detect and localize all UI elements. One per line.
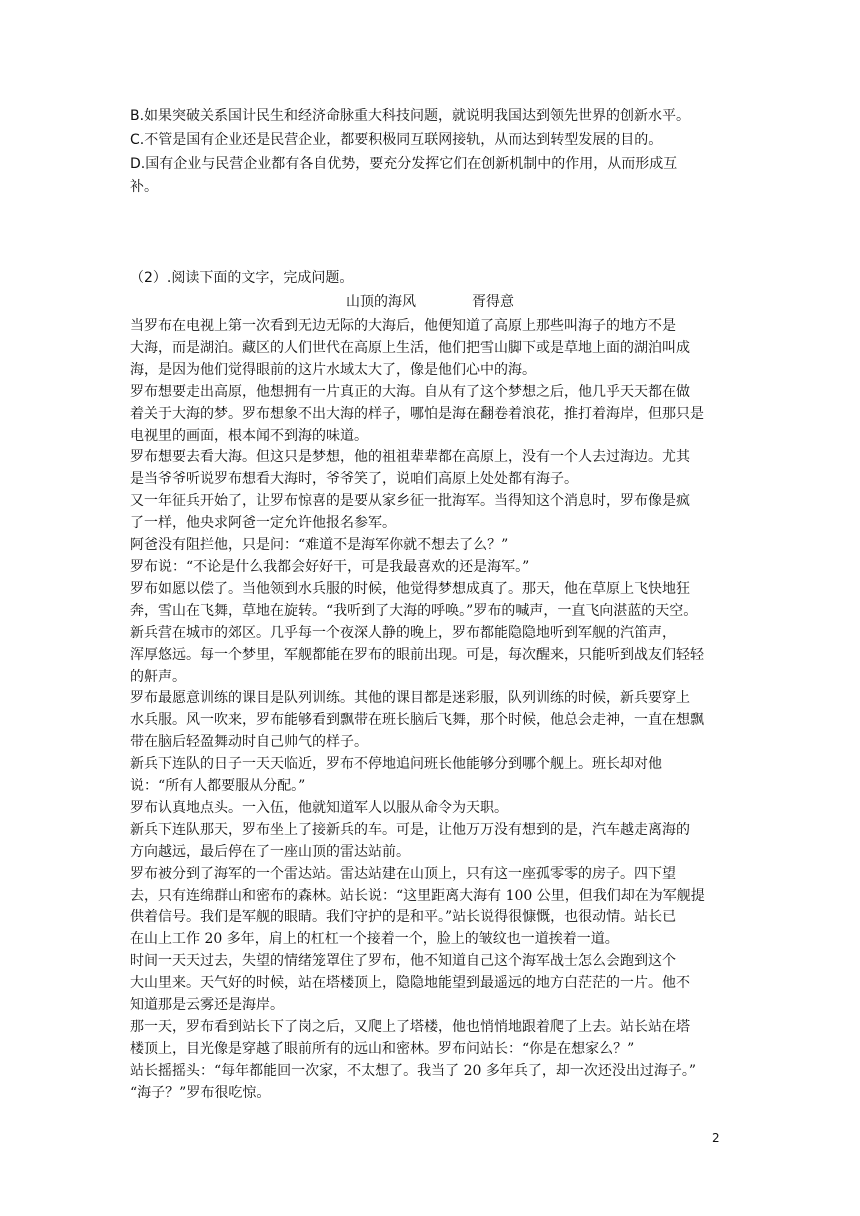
passage-line: 浑厚悠远。每一个梦里，军舰都能在罗布的眼前出现。可是，每次醒来，只能听到战友们轻轻 <box>130 646 704 663</box>
passage-line: 了一样，他央求阿爸一定允许他报名参军。 <box>130 515 396 532</box>
passage-line: 楼顶上，目光像是穿越了眼前所有的远山和密林。罗布问站长：“你是在想家么？” <box>130 1040 635 1057</box>
passage-line: 的鼾声。 <box>130 668 186 685</box>
passage-line: 新兵下连队那天，罗布坐上了接新兵的车。可是，让他万万没有想到的是，汽车越走离海的 <box>130 821 690 838</box>
passage-line: 罗布认真地点头。一入伍，他就知道军人以服从命令为天职。 <box>130 799 508 816</box>
option-d-line1: D.国有企业与民营企业都有各自优势，要充分发挥它们在创新机制中的作用，从而形成互 <box>130 156 678 172</box>
passage-line: 带在脑后轻盈舞动时自己帅气的样子。 <box>130 734 368 751</box>
passage-line: 大山里来。天气好的时候，站在塔楼顶上，隐隐地能望到最遥远的地方白茫茫的一片。他不 <box>130 975 690 992</box>
passage-line: 方向越远，最后停在了一座山顶的雷达站前。 <box>130 843 410 860</box>
option-c: C.不管是国有企业还是民营企业，都要积极同互联网接轨，从而达到转型发展的目的。 <box>130 132 663 148</box>
story-passage <box>130 316 740 1105</box>
passage-line: 新兵营在城市的郊区。几乎每一个夜深人静的晚上，罗布都能隐隐地听到军舰的汽笛声， <box>130 624 676 641</box>
question-heading: （2）.阅读下面的文字，完成问题。 <box>130 270 354 286</box>
page-number: 2 <box>712 1131 720 1145</box>
option-d-line2: 补。 <box>130 179 158 195</box>
passage-line: 是当爷爷听说罗布想看大海时，爷爷笑了，说咱们高原上处处都有海子。 <box>130 471 578 488</box>
passage-line: 大海，而是湖泊。藏区的人们世代在高原上生活，他们把雪山脚下或是草地上面的湖泊叫成 <box>130 339 690 356</box>
passage-line: 电视里的画面，根本闻不到海的味道。 <box>130 427 368 444</box>
passage-line: 去，只有连绵群山和密布的森林。站长说：“这里距离大海有 100 公里，但我们却在为军舰提 <box>130 887 705 904</box>
passage-line: 海，是因为他们觉得眼前的这片水域太大了，像是他们心中的海。 <box>130 361 536 378</box>
passage-line: 在山上工作 20 多年，肩上的杠杠一个接着一个，脸上的皱纹也一道挨着一道。 <box>130 931 619 948</box>
story-title-line <box>0 291 860 313</box>
passage-line: 当罗布在电视上第一次看到无边无际的大海后，他便知道了高原上那些叫海子的地方不是 <box>130 318 676 334</box>
passage-line: 罗布想要走出高原，他想拥有一片真正的大海。自从有了这个梦想之后，他几乎天天都在做 <box>130 383 690 400</box>
passage-line: 罗布如愿以偿了。当他领到水兵服的时候，他觉得梦想成真了。那天，他在草原上飞快地狂 <box>130 580 690 597</box>
passage-line: 着关于大海的梦。罗布想象不出大海的样子，哪怕是海在翻卷着浪花，推打着海岸，但那只是 <box>130 405 704 422</box>
passage-line: 水兵服。风一吹来，罗布能够看到飘带在班长脑后飞舞，那个时候，他总会走神，一直在想飘 <box>130 712 704 729</box>
passage-line: 阿爸没有阻拦他，只是问：“难道不是海军你就不想去了么？” <box>130 537 509 554</box>
story-title: 山顶的海风 <box>346 294 416 310</box>
passage-line: 又一年征兵开始了，让罗布惊喜的是要从家乡征一批海军。当得知这个消息时，罗布像是疯 <box>130 493 690 510</box>
story-author: 胥得意 <box>472 294 514 310</box>
passage-line: 时间一天天过去，失望的情绪笼罩住了罗布，他不知道自己这个海军战士怎么会跑到这个 <box>130 953 676 970</box>
passage-line: 那一天，罗布看到站长下了岗之后，又爬上了塔楼，他也悄悄地跟着爬了上去。站长站在塔 <box>130 1019 690 1035</box>
passage-line: 罗布想要去看大海。但这只是梦想，他的祖祖辈辈都在高原上，没有一个人去过海边。尤其 <box>130 449 690 466</box>
passage-line: 知道那是云雾还是海岸。 <box>130 997 284 1014</box>
passage-line: 罗布最愿意训练的课目是队列训练。其他的课目都是迷彩服，队列训练的时候，新兵要穿上 <box>130 690 690 707</box>
option-b: B.如果突破关系国计民生和经济命脉重大科技问题，就说明我国达到领先世界的创新水平。 <box>130 108 691 124</box>
passage-line: 供着信号。我们是军舰的眼睛。我们守护的是和平。”站长说得很慷慨，也很动情。站长已 <box>130 909 677 926</box>
passage-line: 罗布说：“不论是什么我都会好好干，可是我最喜欢的还是海军。” <box>130 558 530 575</box>
passage-line: 奔，雪山在飞舞，草地在旋转。“我听到了大海的呼唤。”罗布的喊声，一直飞向湛蓝的天空。 <box>130 602 698 619</box>
passage-line: 罗布被分到了海军的一个雷达站。雷达站建在山顶上，只有这一座孤零零的房子。四下望 <box>130 865 676 882</box>
passage-line: 站长摇摇头：“每年都能回一次家，不太想了。我当了 20 多年兵了，却一次还没出过海子。” <box>130 1062 697 1079</box>
passage-line: 说：“所有人都要服从分配。” <box>130 778 306 795</box>
passage-line: “海子？”罗布很吃惊。 <box>130 1084 271 1101</box>
passage-line: 新兵下连队的日子一天天临近，罗布不停地追问班长他能够分到哪个舰上。班长却对他 <box>130 756 662 773</box>
